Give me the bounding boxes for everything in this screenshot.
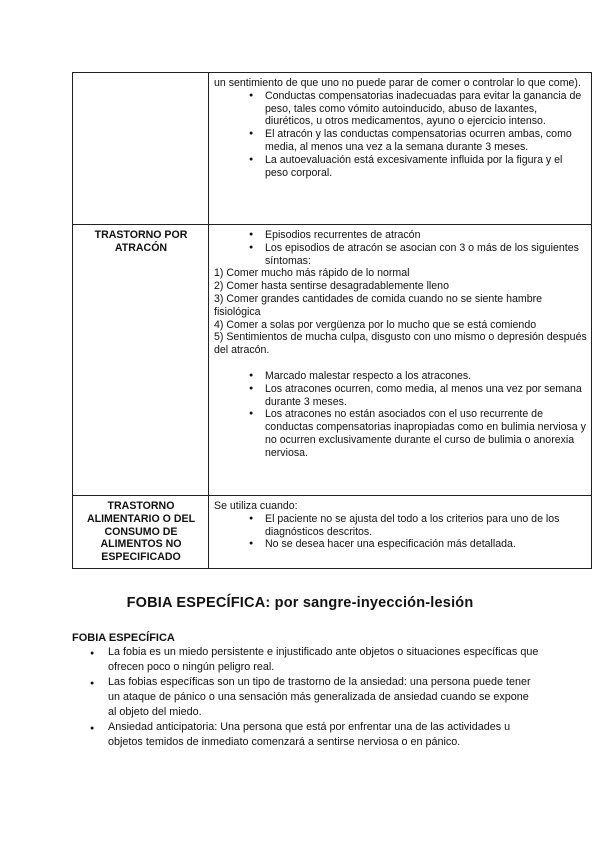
table-row	[73, 496, 592, 569]
criteria-list	[249, 90, 587, 180]
list-item: ● Las fobias específicas son un tipo de trastorno de la ansiedad: una persona puede tener un ataque de pánico o una sensación más generalizada de ansiedad cuando se expone al objeto del miedo.	[90, 675, 540, 720]
symptom-list	[214, 267, 587, 357]
row-label	[73, 73, 209, 225]
list-item: ● Los atracones ocurren, como media, al menos una vez por semana durante 3 meses.	[249, 383, 587, 409]
list-item: ● La fobia es un miedo persistente e injustificado ante objetos o situaciones específicas que ofrecen poco o ningún peligro real.	[90, 645, 540, 675]
list-item: 5) Sentimientos de mucha culpa, disgusto con uno mismo o depresión después del atracón.	[214, 331, 587, 357]
list-item: ● Conductas compensatorias inadecuadas para evitar la ganancia de peso, tales como vómito autoinducido, abuso de laxantes, diuréticos, u otros medicamentos, ayuno o ejercicio intenso.	[249, 90, 587, 128]
list-item: 4) Comer a solas por vergüenza por lo mucho que se está comiendo	[214, 318, 537, 331]
list-item: 3) Comer grandes cantidades de comida cuando no se siente hambre fisiológica	[214, 292, 543, 318]
spacer	[214, 357, 587, 370]
row-intro: un sentimiento de que uno no puede parar de comer o controlar lo que come).	[214, 77, 581, 89]
list-item: ● El atracón y las conductas compensatorias ocurren ambas, como media, al menos una vez a la semana durante 3 meses.	[249, 128, 587, 154]
list-item: 2) Comer hasta sentirse desagradablemente lleno	[214, 280, 449, 293]
row-content	[209, 73, 592, 225]
row-intro: Se utiliza cuando:	[214, 500, 298, 512]
body-bullet-list	[90, 645, 540, 750]
criteria-list	[249, 370, 587, 460]
criteria-list	[249, 513, 587, 551]
row-label: TRASTORNO ALIMENTARIO O DEL CONSUMO DE ALIMENTOS NO ESPECIFICADO	[73, 496, 209, 569]
list-item: ● La autoevaluación está excesivamente influida por la figura y el peso corporal.	[249, 154, 587, 180]
list-item: ● Marcado malestar respecto a los atracones.	[249, 370, 587, 383]
list-item: ● Episodios recurrentes de atracón	[249, 229, 587, 242]
list-item: ● Ansiedad anticipatoria: Una persona que está por enfrentar una de las actividades u objetos temidos de inmediato comenzará a sentirse nerviosa o en pánico.	[90, 720, 540, 750]
section-title: FOBIA ESPECÍFICA: por sangre-inyección-lesión	[126, 595, 474, 611]
criteria-table	[72, 72, 592, 569]
row-label: TRASTORNO POR ATRACÓN	[73, 225, 209, 496]
row-content	[209, 496, 592, 569]
list-item: ● Los atracones no están asociados con el uso recurrente de conductas compensatorias inapropiadas como en bulimia nerviosa y no ocurren exclusivamente durante el curso de bulimia o anorexia nerviosa.	[249, 408, 587, 459]
list-item: ● El paciente no se ajusta del todo a los criterios para uno de los diagnósticos descritos.	[249, 513, 587, 539]
list-item: ● No se desea hacer una especificación más detallada.	[249, 538, 587, 551]
list-item: 1) Comer mucho más rápido de lo normal	[214, 267, 410, 280]
table-row	[73, 73, 592, 225]
row-content	[209, 225, 592, 496]
table-row	[73, 225, 592, 496]
list-item: ● Los episodios de atracón se asocian con 3 o más de los siguientes síntomas:	[249, 242, 587, 268]
criteria-list	[249, 229, 587, 267]
sub-heading: FOBIA ESPECÍFICA	[72, 632, 175, 644]
